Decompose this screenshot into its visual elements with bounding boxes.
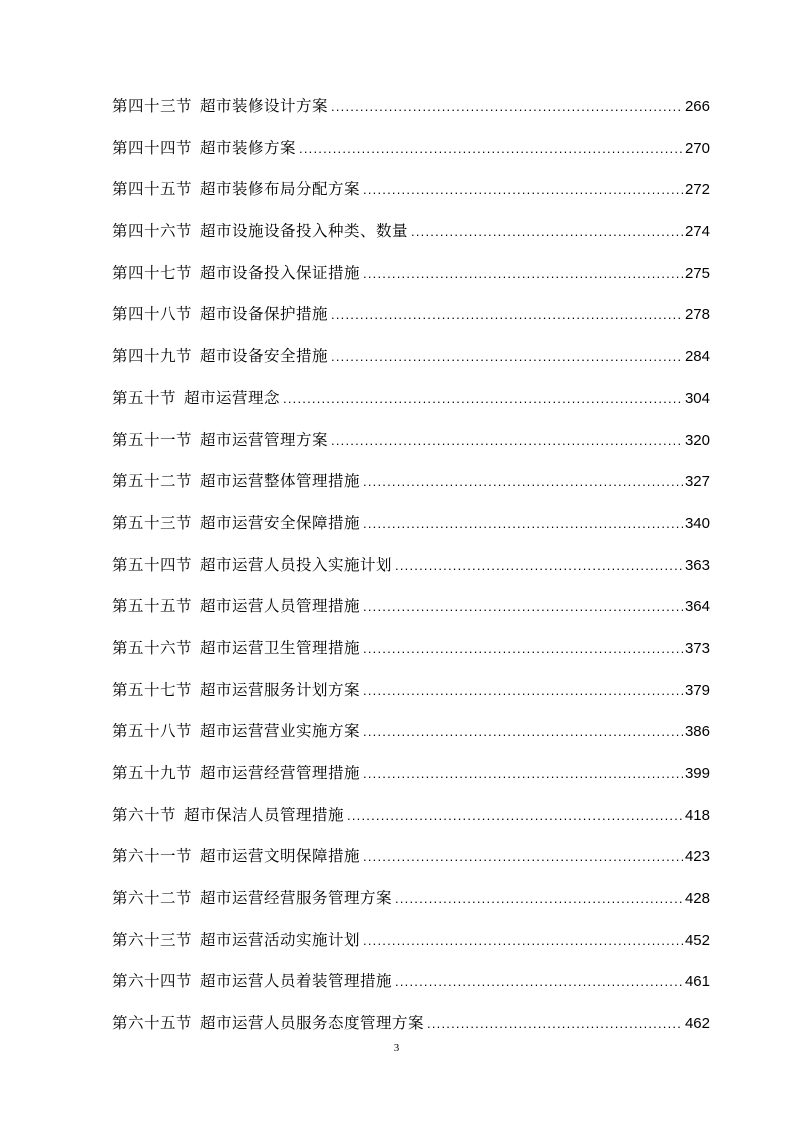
toc-section-number: 第四十九节 [112,347,193,366]
toc-section-title: 超市设备投入保证措施 [200,263,361,282]
toc-section-number: 第五十一节 [112,430,193,449]
toc-entry[interactable] [112,552,710,594]
toc-entry[interactable] [112,677,710,719]
toc-dot-leader [395,886,683,912]
toc-dot-leader [395,969,683,995]
toc-section-title: 超市运营经营管理措施 [200,764,361,782]
toc-page-number: 462 [684,1015,710,1033]
toc-dot-leader [363,928,683,954]
toc-section-number: 第五十九节 [112,764,193,782]
toc-entry[interactable] [112,93,710,135]
toc-entry[interactable] [112,635,710,677]
toc-section-title: 超市运营人员服务态度管理方案 [200,1014,425,1033]
toc-page-number: 428 [684,890,710,908]
toc-section-title: 超市运营整体管理措施 [200,472,361,491]
toc-entry[interactable] [112,718,710,760]
toc-section-title: 超市装修布局分配方案 [200,180,361,199]
toc-section-title: 超市设备安全措施 [200,347,329,366]
toc-section-number: 第六十一节 [112,847,193,866]
toc-section-title: 超市运营人员投入实施计划 [200,555,393,574]
toc-section-number: 第五十七节 [112,680,193,699]
toc-section-title: 超市运营服务计划方案 [200,680,361,699]
toc-section-title: 超市运营活动实施计划 [200,930,361,949]
toc-section-number: 第六十五节 [112,1014,193,1033]
toc-dot-leader [411,219,683,245]
toc-dot-leader [363,844,683,870]
table-of-contents [112,93,710,1052]
toc-dot-leader [331,94,683,120]
toc-page-number: 340 [684,514,710,532]
toc-dot-leader [299,136,683,162]
toc-entry[interactable] [112,260,710,302]
toc-entry[interactable] [112,468,710,510]
toc-dot-leader [363,511,683,537]
toc-dot-leader [363,761,683,787]
toc-entry[interactable] [112,218,710,260]
toc-dot-leader [331,428,683,454]
toc-page-number: 373 [684,639,710,657]
toc-entry[interactable] [112,843,710,885]
toc-dot-leader [395,553,683,579]
toc-page-number: 363 [684,556,710,574]
toc-section-number: 第五十三节 [112,513,193,532]
toc-page-number: 418 [684,806,710,824]
toc-section-title: 超市运营卫生管理措施 [200,638,361,657]
toc-section-title: 超市运营人员管理措施 [200,597,361,616]
toc-dot-leader [363,719,683,745]
toc-entry[interactable] [112,343,710,385]
toc-section-title: 超市运营经营服务管理方案 [200,889,393,908]
toc-section-number: 第五十四节 [112,555,193,574]
toc-page-number: 327 [684,473,710,491]
page-number-footer: 3 [393,1042,400,1054]
toc-entry[interactable] [112,593,710,635]
toc-dot-leader [363,177,683,203]
toc-dot-leader [363,469,683,495]
toc-page-number: 304 [684,389,710,407]
toc-section-title: 超市装修方案 [200,138,297,157]
toc-section-title: 超市运营营业实施方案 [200,722,361,741]
toc-page-number: 364 [684,598,710,616]
toc-dot-leader [347,803,683,829]
toc-section-title: 超市设施设备投入种类、数量 [200,222,409,241]
toc-section-title: 超市设备保护措施 [200,305,329,324]
toc-section-number: 第四十八节 [112,305,193,324]
toc-section-number: 第五十八节 [112,722,193,741]
toc-entry[interactable] [112,968,710,1010]
toc-entry[interactable] [112,385,710,427]
toc-section-number: 第五十节 [112,388,177,407]
toc-dot-leader [363,261,683,287]
toc-page-number: 320 [684,431,710,449]
toc-section-number: 第四十六节 [112,222,193,241]
toc-entry[interactable] [112,510,710,552]
toc-section-number: 第六十四节 [112,972,193,991]
toc-section-number: 第五十二节 [112,472,193,491]
toc-section-number: 第四十四节 [112,138,193,157]
toc-section-title: 超市装修设计方案 [200,97,329,115]
toc-page-number: 266 [684,98,710,115]
toc-dot-leader [331,344,683,370]
toc-section-title: 超市保洁人员管理措施 [184,805,345,824]
toc-entry[interactable] [112,760,710,802]
toc-section-number: 第五十五节 [112,597,193,616]
toc-page-number: 274 [684,223,710,241]
toc-section-number: 第四十三节 [112,97,193,115]
toc-dot-leader [283,386,683,412]
toc-page-number: 386 [684,723,710,741]
toc-dot-leader [363,636,683,662]
toc-page-number: 461 [684,973,710,991]
toc-section-title: 超市运营安全保障措施 [200,513,361,532]
toc-dot-leader [363,678,683,704]
toc-page-number: 272 [684,181,710,199]
toc-dot-leader [331,302,683,328]
toc-section-title: 超市运营人员着装管理措施 [200,972,393,991]
toc-dot-leader [363,594,683,620]
toc-page-number: 275 [684,264,710,282]
toc-section-number: 第六十三节 [112,930,193,949]
toc-dot-leader [427,1011,683,1037]
toc-entry[interactable] [112,135,710,177]
toc-page-number: 270 [684,139,710,157]
toc-section-number: 第四十五节 [112,180,193,199]
toc-entry[interactable] [112,927,710,969]
toc-section-title: 超市运营管理方案 [200,430,329,449]
toc-section-title: 超市运营文明保障措施 [200,847,361,866]
toc-entry[interactable] [112,176,710,218]
toc-entry[interactable] [112,885,710,927]
toc-section-title: 超市运营理念 [184,388,281,407]
toc-section-number: 第六十节 [112,805,177,824]
toc-page-number: 284 [684,348,710,366]
toc-section-number: 第五十六节 [112,638,193,657]
toc-entry[interactable] [112,802,710,844]
toc-page-number: 278 [684,306,710,324]
toc-entry[interactable] [112,301,710,343]
toc-entry[interactable] [112,427,710,469]
toc-section-number: 第四十七节 [112,263,193,282]
toc-page-number: 399 [684,765,710,782]
toc-page-number: 452 [684,931,710,949]
toc-section-number: 第六十二节 [112,889,193,908]
toc-page-number: 423 [684,848,710,866]
toc-page-number: 379 [684,681,710,699]
